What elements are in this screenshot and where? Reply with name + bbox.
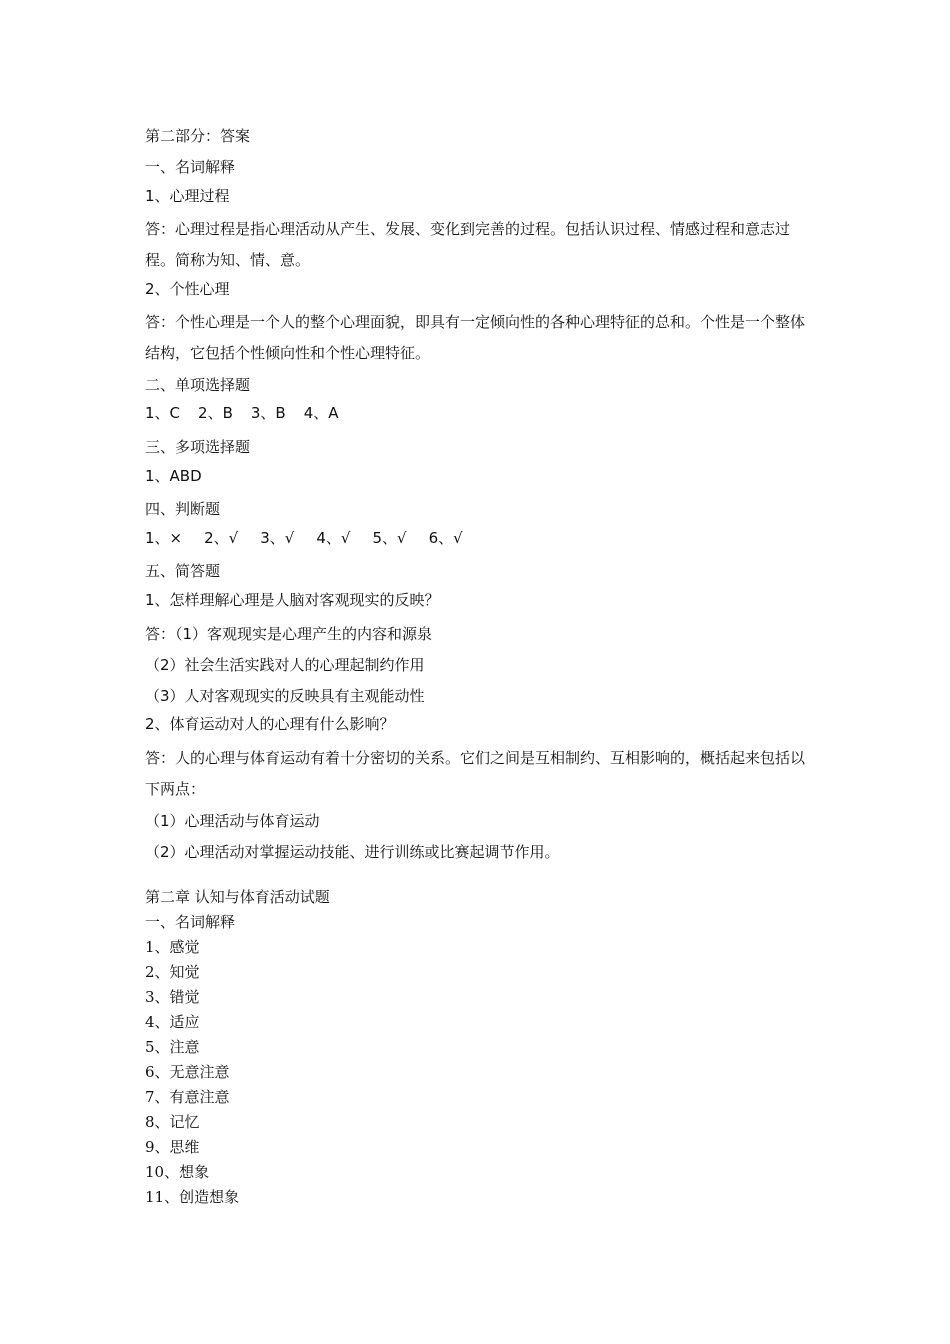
- term-item: 5、注意: [145, 1038, 200, 1056]
- answer-point: 答：（1）客观现实是心理产生的内容和源泉: [145, 625, 433, 643]
- section-heading: 三、多项选择题: [145, 438, 251, 456]
- section-heading: 四、判断题: [145, 500, 221, 518]
- answer-point: （2）心理活动对掌握运动技能、进行训练或比赛起调节作用。: [145, 843, 560, 861]
- section-heading: 五、简答题: [145, 562, 221, 580]
- question-item: 2、体育运动对人的心理有什么影响？: [145, 715, 395, 733]
- question-item: 1、怎样理解心理是人脑对客观现实的反映？: [145, 591, 440, 609]
- answer-item: 2、B: [198, 404, 233, 422]
- term-item: 8、记忆: [145, 1113, 200, 1131]
- true-false-answers: [145, 528, 815, 548]
- answer-item: 4、√: [316, 529, 351, 547]
- answer-item: 1、×: [145, 529, 183, 547]
- term-item: 2、知觉: [145, 963, 200, 981]
- term-item: 10、想象: [145, 1163, 210, 1181]
- section-heading: 一、名词解释: [145, 913, 236, 931]
- answer-paragraph: 答：人的心理与体育运动有着十分密切的关系。它们之间是互相制约、互相影响的，概括起来包括以下两点：: [145, 749, 806, 798]
- answer-item: 3、√: [260, 529, 295, 547]
- term-item: 6、无意注意: [145, 1063, 230, 1081]
- multi-choice-answer: 1、ABD: [145, 467, 202, 485]
- single-choice-answers: [145, 403, 815, 423]
- section-heading: 一、名词解释: [145, 158, 236, 176]
- question-item: 1、心理过程: [145, 187, 230, 205]
- term-item: 7、有意注意: [145, 1088, 230, 1106]
- answer-paragraph: 答：心理过程是指心理活动从产生、发展、变化到完善的过程。包括认识过程、情感过程和意志过程。简称为知、情、意。: [145, 220, 791, 269]
- answer-point: （2）社会生活实践对人的心理起制约作用: [145, 656, 425, 674]
- question-item: 2、个性心理: [145, 280, 230, 298]
- answer-item: 4、A: [303, 404, 339, 422]
- answer-item: 6、√: [428, 529, 463, 547]
- term-item: 3、错觉: [145, 988, 200, 1006]
- answer-item: 1、C: [145, 404, 181, 422]
- term-item: 9、思维: [145, 1138, 200, 1156]
- term-item: 1、感觉: [145, 938, 200, 956]
- answer-point: （1）心理活动与体育运动: [145, 812, 320, 830]
- term-item: 11、创造想象: [145, 1188, 240, 1206]
- term-item: 4、适应: [145, 1013, 200, 1031]
- section-heading: 二、单项选择题: [145, 376, 251, 394]
- answer-item: 5、√: [372, 529, 407, 547]
- answer-item: 2、√: [204, 529, 239, 547]
- answer-item: 3、B: [250, 404, 286, 422]
- part-title: 第二部分：答案: [145, 127, 251, 145]
- chapter-title: 第二章 认知与体育活动试题: [145, 888, 330, 906]
- answer-point: （3）人对客观现实的反映具有主观能动性: [145, 687, 425, 705]
- answer-paragraph: 答：个性心理是一个人的整个心理面貌，即具有一定倾向性的各种心理特征的总和。个性是一个整体结构，它包括个性倾向性和个性心理特征。: [145, 313, 806, 362]
